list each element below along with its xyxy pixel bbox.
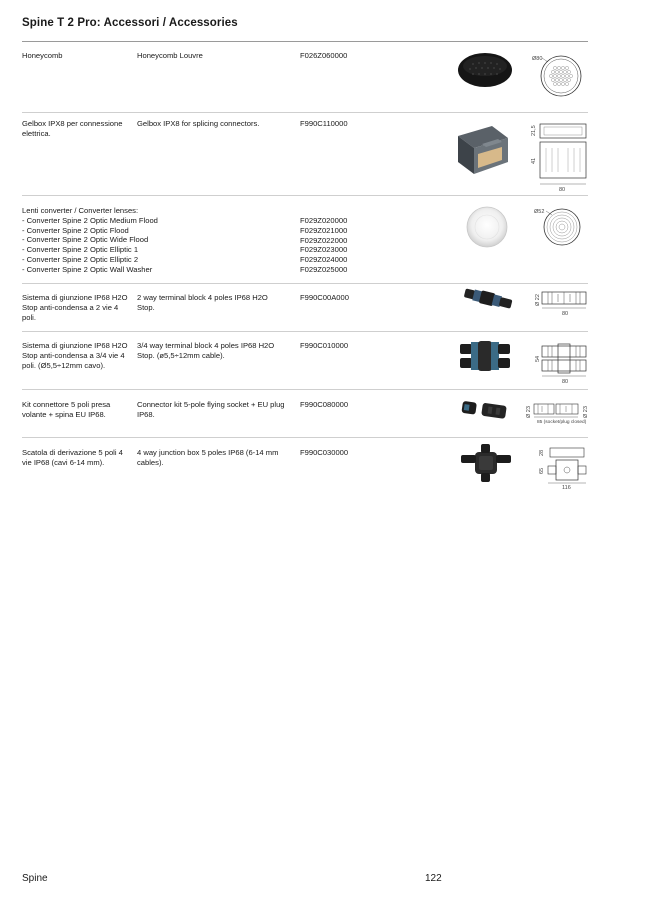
gelbox-product-image [452, 118, 514, 180]
row-3-desc-en: 2 way terminal block 4 poles IP68 H2O Stop. [137, 293, 268, 312]
row-1-code: F990C110000 [300, 119, 348, 128]
row-1-dim-depth: 41 [531, 157, 537, 164]
row-2-item: - Converter Spine 2 Optic Elliptic 2 [22, 254, 139, 264]
row-4-dim-length: 80 [562, 379, 569, 385]
divider [22, 195, 588, 196]
row-1-dim-length: 80 [559, 187, 566, 193]
row-0-desc-it: Honeycomb [22, 51, 63, 60]
row-2-codes [300, 216, 410, 275]
row-2-item: - Converter Spine 2 Optic Medium Flood [22, 215, 158, 225]
row-5-dim-length: 85 (socket/plug closed) [537, 420, 587, 425]
terminal-block-34way-drawing [530, 340, 590, 386]
row-6-code: F990C030000 [300, 448, 349, 457]
row-2-item: - Converter Spine 2 Optic Wide Flood [22, 235, 149, 245]
row-0-code: F026Z060000 [300, 51, 348, 60]
row-2-title: Lenti converter / Converter lenses: [22, 206, 139, 215]
row-1-dim-height: 21,5 [531, 125, 537, 136]
honeycomb-product-image [455, 50, 515, 90]
row-6-desc-en: 4 way junction box 5 poles IP68 (6-14 mm cables). [137, 448, 279, 467]
converter-lens-drawing [530, 203, 590, 249]
row-5-code: F990C080000 [300, 400, 349, 409]
divider [22, 437, 588, 438]
row-2-code: F029Z022000 [300, 235, 348, 245]
row-2-item: - Converter Spine 2 Optic Elliptic 1 [22, 245, 139, 255]
page-number: 122 [425, 873, 442, 884]
row-6-desc-it: Scatola di derivazione 5 poli 4 vie IP68 (cavi 6-14 mm). [22, 448, 123, 467]
row-1-desc-it: Gelbox IPX8 per connessione elettrica. [22, 119, 123, 138]
honeycomb-drawing [528, 50, 590, 100]
row-3-dim-diameter: Ø 22 [535, 294, 541, 306]
footer-section-name: Spine [22, 873, 48, 884]
row-2-code: F029Z025000 [300, 264, 348, 274]
row-3-code: F990C00A000 [300, 293, 349, 302]
terminal-block-2way-drawing [530, 286, 590, 320]
row-6-dim-height: 28 [539, 449, 545, 456]
connector-kit-image [458, 396, 512, 424]
row-6-dim-length: 116 [562, 485, 571, 490]
row-5-desc-en: Connector kit 5-pole flying socket + EU plug IP68. [137, 400, 285, 419]
divider [22, 331, 588, 332]
row-2-code: F029Z021000 [300, 225, 348, 235]
row-5-desc-it: Kit connettore 5 poli presa volante + spina EU IP68. [22, 400, 111, 419]
row-0-desc-en: Honeycomb Louvre [137, 51, 203, 60]
row-4-desc-it: Sistema di giunzione IP68 H2O Stop anti-condensa a 3/4 vie 4 poli. (Ø5,5÷12mm cavo). [22, 341, 128, 370]
converter-lens-image [462, 205, 512, 249]
row-1-desc-en: Gelbox IPX8 for splicing connectors. [137, 119, 260, 128]
divider [22, 112, 588, 113]
terminal-block-34way-image [456, 336, 514, 376]
row-3-desc-it: Sistema di giunzione IP68 H2O Stop anti-condensa a 2 vie 4 poli. [22, 293, 128, 322]
row-2-item: - Converter Spine 2 Optic Flood [22, 225, 129, 235]
row-5-dim-right: Ø 23 [583, 406, 589, 418]
row-5-dim-left: Ø 23 [526, 406, 532, 418]
row-4-code: F990C010000 [300, 341, 349, 350]
row-6-dim-width: 65 [539, 467, 545, 474]
gelbox-drawing [526, 118, 590, 198]
row-2-dim: Ø52 [534, 209, 545, 215]
row-4-desc-en: 3/4 way terminal block 4 poles IP68 H2O Stop. (ø5,5÷12mm cable). [137, 341, 275, 360]
row-0-dim: Ø80 [532, 56, 543, 62]
row-2-code: F029Z023000 [300, 245, 348, 255]
junction-box-drawing [530, 444, 590, 490]
page-title: Spine T 2 Pro: Accessori / Accessories [22, 17, 238, 29]
row-2-code: F029Z020000 [300, 216, 348, 225]
row-4-dim-height: 54 [535, 355, 541, 362]
row-2-code: F029Z024000 [300, 255, 348, 265]
row-2-desc [22, 206, 292, 275]
row-3-dim-length: 80 [562, 311, 569, 317]
row-2-item: - Converter Spine 2 Optic Wall Washer [22, 264, 153, 274]
divider [22, 389, 588, 390]
terminal-block-2way-image [460, 284, 516, 314]
divider [22, 41, 588, 42]
connector-kit-drawing [522, 398, 590, 430]
junction-box-image [457, 442, 515, 484]
